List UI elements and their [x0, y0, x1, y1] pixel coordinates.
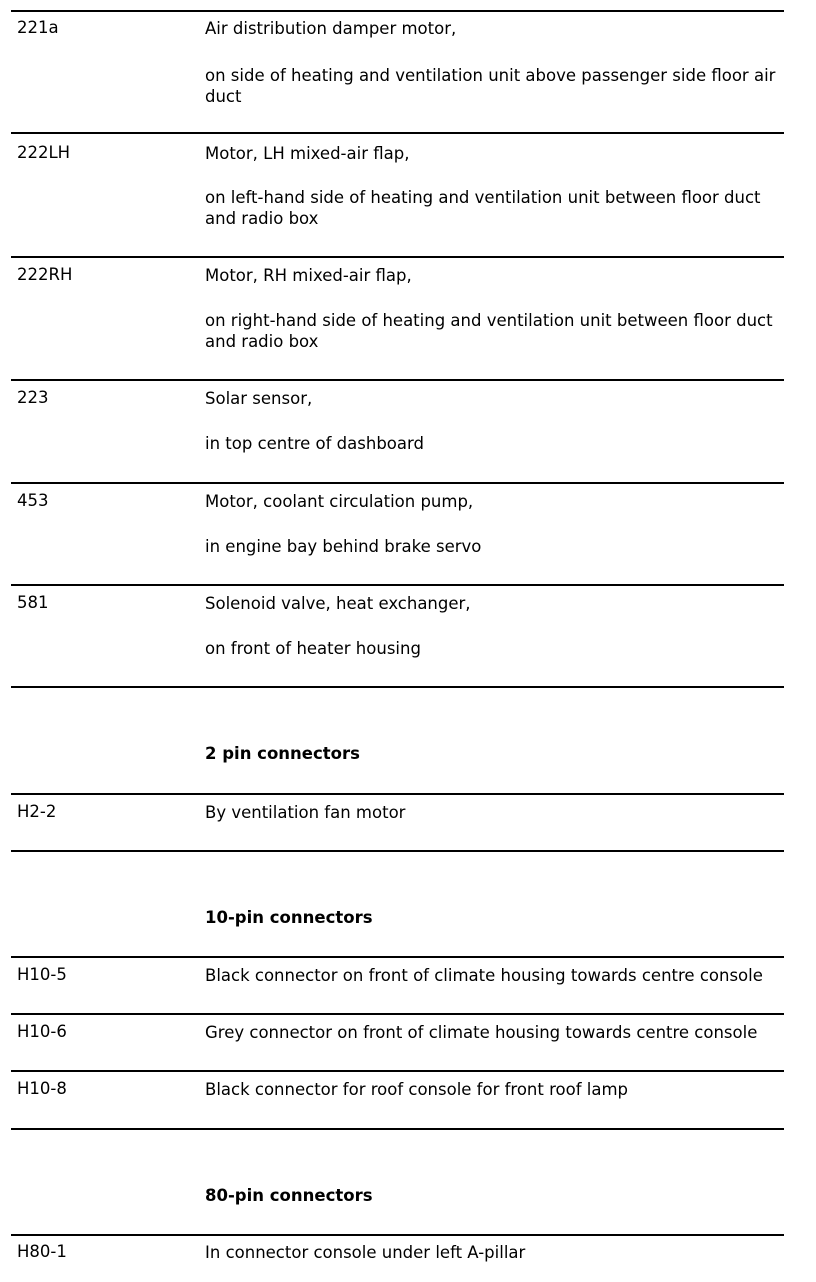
component-code: 222LH: [17, 143, 71, 162]
row-divider: [11, 584, 784, 586]
component-title: Motor, RH mixed-air flap,: [205, 266, 412, 285]
row-divider: [11, 850, 784, 852]
row-divider: [11, 256, 784, 258]
row-divider: [11, 10, 784, 12]
component-title: Solenoid valve, heat exchanger,: [205, 594, 471, 613]
section-heading: 2 pin connectors: [205, 744, 360, 763]
row-divider: [11, 482, 784, 484]
connector-description: Black connector on front of climate housing towards centre console: [205, 966, 763, 985]
row-divider: [11, 132, 784, 134]
connector-code: H10-5: [17, 965, 67, 984]
row-divider: [11, 1070, 784, 1072]
component-title: Motor, coolant circulation pump,: [205, 492, 474, 511]
component-title: Air distribution damper motor,: [205, 19, 457, 38]
component-code: 581: [17, 593, 49, 612]
row-divider: [11, 1234, 784, 1236]
component-location: on right-hand side of heating and ventilation unit between floor duct and radio box: [205, 311, 773, 351]
connector-code: H10-6: [17, 1022, 67, 1041]
component-title: Solar sensor,: [205, 389, 313, 408]
component-code: 222RH: [17, 265, 73, 284]
component-location: on left-hand side of heating and ventilation unit between floor duct and radio box: [205, 188, 761, 228]
section-heading: 10-pin connectors: [205, 908, 373, 927]
connector-code: H10-8: [17, 1079, 67, 1098]
row-divider: [11, 956, 784, 958]
row-divider: [11, 793, 784, 795]
component-location: in engine bay behind brake servo: [205, 537, 482, 556]
row-divider: [11, 1013, 784, 1015]
connector-description: Grey connector on front of climate housing towards centre console: [205, 1023, 758, 1042]
component-code: 223: [17, 388, 49, 407]
connector-code: H80-1: [17, 1242, 67, 1261]
component-code: 453: [17, 491, 49, 510]
section-heading: 80-pin connectors: [205, 1186, 373, 1205]
connector-description: Black connector for roof console for front roof lamp: [205, 1080, 629, 1099]
connector-code: H2-2: [17, 802, 57, 821]
row-divider: [11, 379, 784, 381]
component-location: in top centre of dashboard: [205, 434, 424, 453]
component-title: Motor, LH mixed-air flap,: [205, 144, 410, 163]
component-location: on side of heating and ventilation unit above passenger side floor air duct: [205, 66, 776, 106]
connector-description: In connector console under left A-pillar: [205, 1243, 526, 1262]
connector-description: By ventilation fan motor: [205, 803, 406, 822]
component-code: 221a: [17, 18, 59, 37]
row-divider: [11, 1128, 784, 1130]
component-location: on front of heater housing: [205, 639, 421, 658]
row-divider: [11, 686, 784, 688]
